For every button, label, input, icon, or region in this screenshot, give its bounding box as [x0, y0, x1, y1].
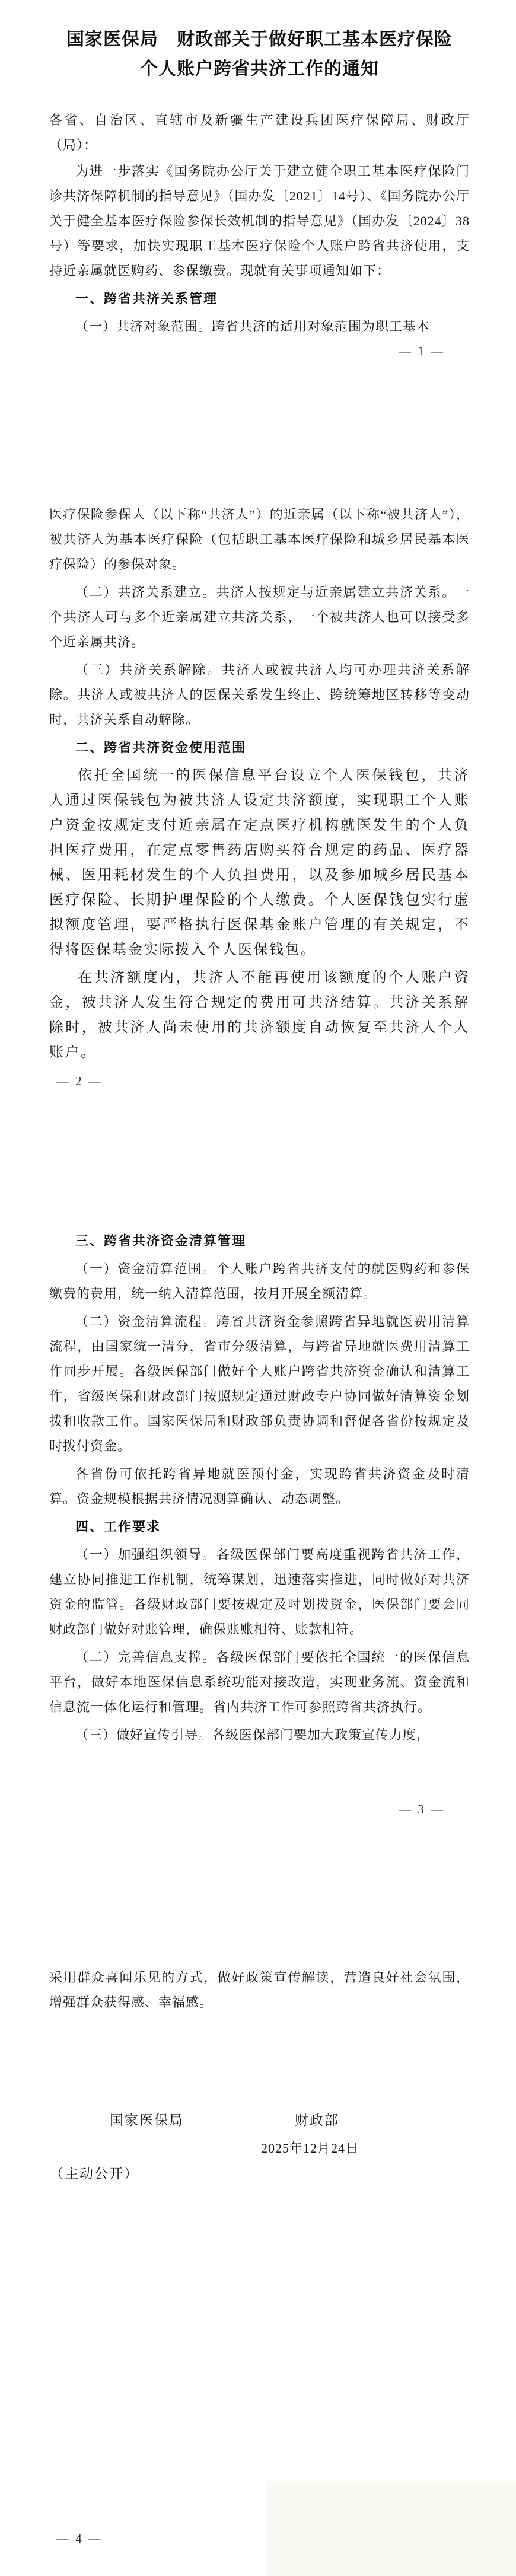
page-3 — [0, 1103, 516, 1832]
section-heading: 二、跨省共济资金使用范围 — [75, 740, 247, 755]
document-title — [49, 25, 470, 84]
paragraph: 依托全国统一的医保信息平台设立个人医保钱包，共济人通过医保钱包为被共济人设定共济额度，实现职工个人账户资金按规定支付近亲属在定点医疗机构就医发生的个人负担医疗费用，在定点零售药店购买符合规定的药品、医疗器械、医用耗材发生的个人负担费用，以及参加城乡居民基本医疗保险、长期护理保险的个人缴费。个人医保钱包实行虚拟额度管理，要严格执行医保基金账户管理的有关规定，不得将医保基金实际拨入个人医保钱包。 — [49, 768, 470, 958]
paragraph: 采用群众喜闻乐见的方式，做好政策宣传解读，营造良好社会氛围，增强群众获得感、幸福感。 — [49, 1970, 470, 2010]
paragraph: （一）资金清算范围。个人账户跨省共济支付的就医购药和参保缴费的费用，统一纳入清算范围，按月开展全额清算。 — [49, 1261, 470, 1301]
section-heading: 一、跨省共济关系管理 — [75, 291, 218, 306]
document-title-line: 个人账户跨省共济工作的通知 — [140, 59, 379, 79]
salutation: 各省、自治区、直辖市及新疆生产建设兵团医疗保障局、财政厅（局）： — [49, 113, 470, 152]
paragraph: 为进一步落实《国务院办公厅关于建立健全职工基本医疗保险门诊共济保障机制的指导意见》（国办发〔2021〕14号）、《国务院办公厅关于健全基本医疗保险参保长效机制的指导意见》（国办发〔2024〕38号）等要求，加快实现职工基本医疗保险个人账户跨省共济使用，支持近亲属就医购药、参保缴费。现就有关事项通知如下： — [49, 164, 470, 278]
signature-agency: 国家医保局 — [110, 2113, 184, 2128]
page-4 — [0, 1832, 516, 2576]
paragraph: （一）共济对象范围。跨省共济的适用对象范围为职工基本 — [75, 319, 431, 334]
page-number: — 3 — — [399, 1802, 445, 1816]
signature-agency: 财政部 — [295, 2113, 339, 2128]
paragraph: （一）加强组织领导。各级医保部门要高度重视跨省共济工作，建立协同推进工作机制，统筹谋划，迅速落实推进，同时做好对共济资金的监管。各级财政部门要按规定及时划拨资金，医保部门要会同财政部门做好对账管理，确保账账相符、账款相符。 — [49, 1547, 470, 1637]
page-1 — [0, 0, 516, 374]
disclosure-note: （主动公开） — [50, 2166, 139, 2181]
paragraph: （三）共济关系解除。共济人或被共济人均可办理共济关系解除。共济人或被共济人的医保关系发生终止、跨统筹地区转移等变动时，共济关系自动解除。 — [49, 662, 470, 727]
page-number: — 2 — — [56, 1074, 103, 1088]
paragraph: （二）完善信息支撑。各级医保部门要依托全国统一的医保信息平台，做好本地医保信息系统功能对接改造，实现业务流、资金流和信息流一体化运行和管理。省内共济工作可参照跨省共济执行。 — [49, 1650, 470, 1714]
page-2 — [0, 374, 516, 1103]
page-number: — 4 — — [56, 2532, 103, 2546]
section-heading: 四、工作要求 — [75, 1519, 161, 1534]
document-title-line: 国家医保局 财政部关于做好职工基本医疗保险 — [66, 30, 453, 49]
paragraph: （二）资金清算流程。跨省共济资金参照跨省异地就医费用清算流程，由国家统一清分，省市分级清算，与跨省异地就医费用清算工作同步开展。各级医保部门做好个人账户跨省共济资金确认和清算工作，省级医保和财政部门按照规定通过财政专户协同做好清算资金划拨和收款工作。国家医保局和财政部负责协调和督促各省份按规定及时拨付资金。 — [49, 1314, 470, 1453]
paragraph: （二）共济关系建立。共济人按规定与近亲属建立共济关系。一个共济人可与多个近亲属建立共济关系，一个被共济人也可以接受多个近亲属共济。 — [49, 585, 470, 649]
paragraph: 在共济额度内，共济人不能再使用该额度的个人账户资金，被共济人发生符合规定的费用可共济结算。共济关系解除时，被共济人尚未使用的共济额度自动恢复至共济人个人账户。 — [49, 970, 470, 1060]
paragraph: （三）做好宣传引导。各级医保部门要加大政策宣传力度， — [75, 1727, 431, 1742]
paragraph: 各省份可依托跨省异地就医预付金，实现跨省共济资金及时清算。资金规模根据共济情况测算确认、动态调整。 — [49, 1466, 470, 1506]
paragraph: 医疗保险参保人（以下称“共济人”）的近亲属（以下称“被共济人”），被共济人为基本医疗保险（包括职工基本医疗保险和城乡居民基本医疗保险）的参保对象。 — [49, 507, 470, 572]
section-heading: 三、跨省共济资金清算管理 — [75, 1233, 247, 1248]
page-number: — 1 — — [399, 344, 445, 358]
issue-date: 2025年12月24日 — [261, 2141, 359, 2156]
